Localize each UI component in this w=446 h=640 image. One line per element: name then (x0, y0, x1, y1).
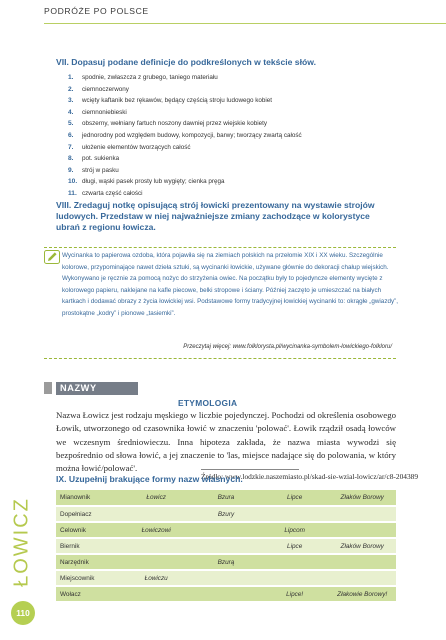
case-label: Celownik (56, 522, 121, 538)
table-row (56, 586, 396, 602)
table-cell[interactable]: Złaków Borowy (328, 538, 396, 554)
exercise-7-title (56, 57, 316, 68)
definition-text: ciemnoczerwony (82, 85, 129, 93)
definition-number: 5. (68, 120, 74, 128)
table-cell[interactable] (328, 570, 396, 586)
definition-item (68, 95, 302, 107)
table-cell[interactable] (191, 586, 261, 602)
definition-item (68, 118, 302, 130)
exercise-9-title (56, 474, 243, 485)
section-marker (44, 382, 52, 394)
table-cell[interactable] (328, 522, 396, 538)
table-row (56, 570, 396, 586)
exercise-8-number: VIII. (56, 200, 72, 210)
case-label: Dopełniacz (56, 506, 121, 522)
table-cell[interactable] (121, 506, 191, 522)
section-title: NAZWY WŁASNE (56, 382, 138, 395)
table-cell[interactable]: Łowiczu (121, 570, 191, 586)
definition-number: 6. (68, 131, 74, 139)
exercise-9-instruction: Uzupełnij brakujące formy nazw własnych. (68, 474, 243, 484)
definition-number: 10. (68, 178, 78, 186)
table-row (56, 490, 396, 506)
definition-item (68, 165, 302, 177)
definition-number: 7. (68, 143, 74, 151)
definition-text: spodnie, zwłaszcza z grubego, taniego materiału (82, 74, 218, 81)
table-cell[interactable] (121, 586, 191, 602)
source-divider (201, 469, 299, 470)
definition-number: 1. (68, 74, 74, 81)
table-row (56, 522, 396, 538)
definition-number: 4. (68, 108, 74, 116)
table-cell[interactable]: Łowiczowi (121, 522, 191, 538)
definition-item (68, 107, 302, 119)
definition-list (68, 72, 302, 200)
definition-number: 11. (68, 189, 77, 197)
etymology-text: Nazwa Łowicz jest rodzaju męskiego w liczbie pojedynczej. Pochodzi od określenia osobowego Łowik, utworzonego od czasownika łowić w znaczeniu 'polować'. Łowik rządził osadą łowców we wczesnym średniowieczu. Inna hipoteza zakłada, że nazwa miasta wywodzi się bezpośrednio od słowa łowić, a jej znaczenie to 'las, miejsce nadające się do polowania, w który można łowić/polować'. (56, 410, 396, 474)
case-label: Biernik (56, 538, 121, 554)
definition-item (68, 72, 302, 84)
table-cell[interactable]: Złaków Borowy (328, 490, 396, 506)
page-number: 110 (11, 601, 35, 625)
case-label: Miejscownik (56, 570, 121, 586)
definition-text: strój w pasku (82, 166, 119, 174)
definition-item (68, 130, 302, 142)
definition-number: 3. (68, 97, 74, 105)
exercise-7-instruction: Dopasuj podane definicje do podkreślonych w tekście słów. (71, 57, 316, 67)
table-cell[interactable] (121, 554, 191, 570)
exercise-8-title (56, 200, 396, 233)
table-cell[interactable]: Lipce! (261, 586, 329, 602)
case-label: Mianownik (56, 490, 121, 506)
etymology-source: Źródło: www.lodzkie.naszemiasto.pl/skad-sie-wzial-lowicz/ar/c8-204389 (201, 472, 419, 481)
table-row (56, 506, 396, 522)
definition-text: obszerny, wełniany fartuch noszony dawniej przez wiejskie kobiety (82, 120, 268, 128)
info-box-source: Przeczytaj więcej: www.folklorysta.pl/wycinanka-symbolem-lowickiego-folkloru/ (183, 344, 392, 350)
exercise-8-instruction: Zredaguj notkę opisującą strój łowicki prezentowany na wystawie strojów ludowych. Przedstaw w niej najważniejsze zmiany zachodzące w kolorystyce ubrań z regionu łowicza. (56, 200, 375, 232)
table-cell[interactable] (328, 554, 396, 570)
declension-table (56, 490, 396, 603)
table-cell[interactable]: Złakowie Borowy! (328, 586, 396, 602)
pencil-icon (44, 250, 60, 264)
definition-item (68, 84, 302, 96)
definition-item (68, 153, 302, 165)
table-cell[interactable] (328, 506, 396, 522)
exercise-9-number: IX. (56, 474, 67, 484)
definition-item (68, 176, 302, 188)
table-cell[interactable]: Bzurą (191, 554, 261, 570)
table-cell[interactable]: Bzury (191, 506, 261, 522)
table-cell[interactable]: Lipce (261, 538, 329, 554)
side-title (10, 497, 34, 587)
running-header: PODRÓŻE PO POLSCE (44, 6, 149, 16)
etymology-title: ETYMOLOGIA (178, 398, 238, 408)
table-row (56, 538, 396, 554)
case-label: Wołacz (56, 586, 121, 602)
table-row (56, 554, 396, 570)
definition-text: jednorodny pod względem budowy, kompozycji, barwy; tworzący zwartą całość (82, 131, 302, 139)
definition-text: czwarta część całości (82, 189, 143, 197)
definition-text: długi, wąski pasek prosty lub wygięty; cienka pręga (82, 178, 225, 186)
definition-number: 8. (68, 155, 74, 163)
exercise-7-number: VII. (56, 57, 69, 67)
definition-text: ułożenie elementów tworzących całość (82, 143, 191, 151)
definition-text: ciemnoniebieski (82, 108, 127, 116)
table-cell[interactable] (191, 538, 261, 554)
table-cell[interactable]: Lipcom (261, 522, 329, 538)
side-title-text: ŁOWICZ (10, 497, 33, 587)
definition-text: wcięty kaftanik bez rękawów, będący częścią stroju ludowego kobiet (82, 97, 273, 105)
table-cell[interactable] (261, 570, 329, 586)
definition-number: 9. (68, 166, 74, 174)
table-cell[interactable] (191, 522, 261, 538)
table-cell[interactable]: Łowicz (121, 490, 191, 506)
info-box-wycinanka (44, 247, 396, 359)
case-label: Narzędnik (56, 554, 121, 570)
definition-number: 2. (68, 85, 74, 93)
table-cell[interactable] (121, 538, 191, 554)
table-cell[interactable] (261, 506, 329, 522)
table-cell[interactable]: Bzura (191, 490, 261, 506)
info-box-text: Wycinanka to papierowa ozdoba, która pojawiła się na ziemiach polskich na przełomie XIX i XX wieku. Szczególnie kolorowe, przypominające nawet dzieła sztuki, są wycinanki łowickie, używane głównie do dekoracji chałup wiejskich. Wykonywano je ręcznie za pomocą nożyc do strzyżenia owiec. Na początku były to pojedyncze elementy wycięte z kolorowego papieru, naklejane na kafle piecowe, belki stropowe i ściany. Później zaczęto je umieszczać na białych kartkach i dodawać obrazy z życia łowickiej wsi. Podstawowe formy tradycyjnej łowickiej wycinanki to: okrągłe „gwiazdy”, prostokątne „kodry” i pionowe „tasiemki”. (62, 252, 398, 317)
definition-item (68, 188, 302, 200)
table-cell[interactable]: Lipce (261, 490, 329, 506)
definition-text: pot. sukienka (82, 155, 120, 163)
table-cell[interactable] (191, 570, 261, 586)
header-divider (44, 23, 446, 24)
table-cell[interactable] (261, 554, 329, 570)
definition-item (68, 142, 302, 154)
